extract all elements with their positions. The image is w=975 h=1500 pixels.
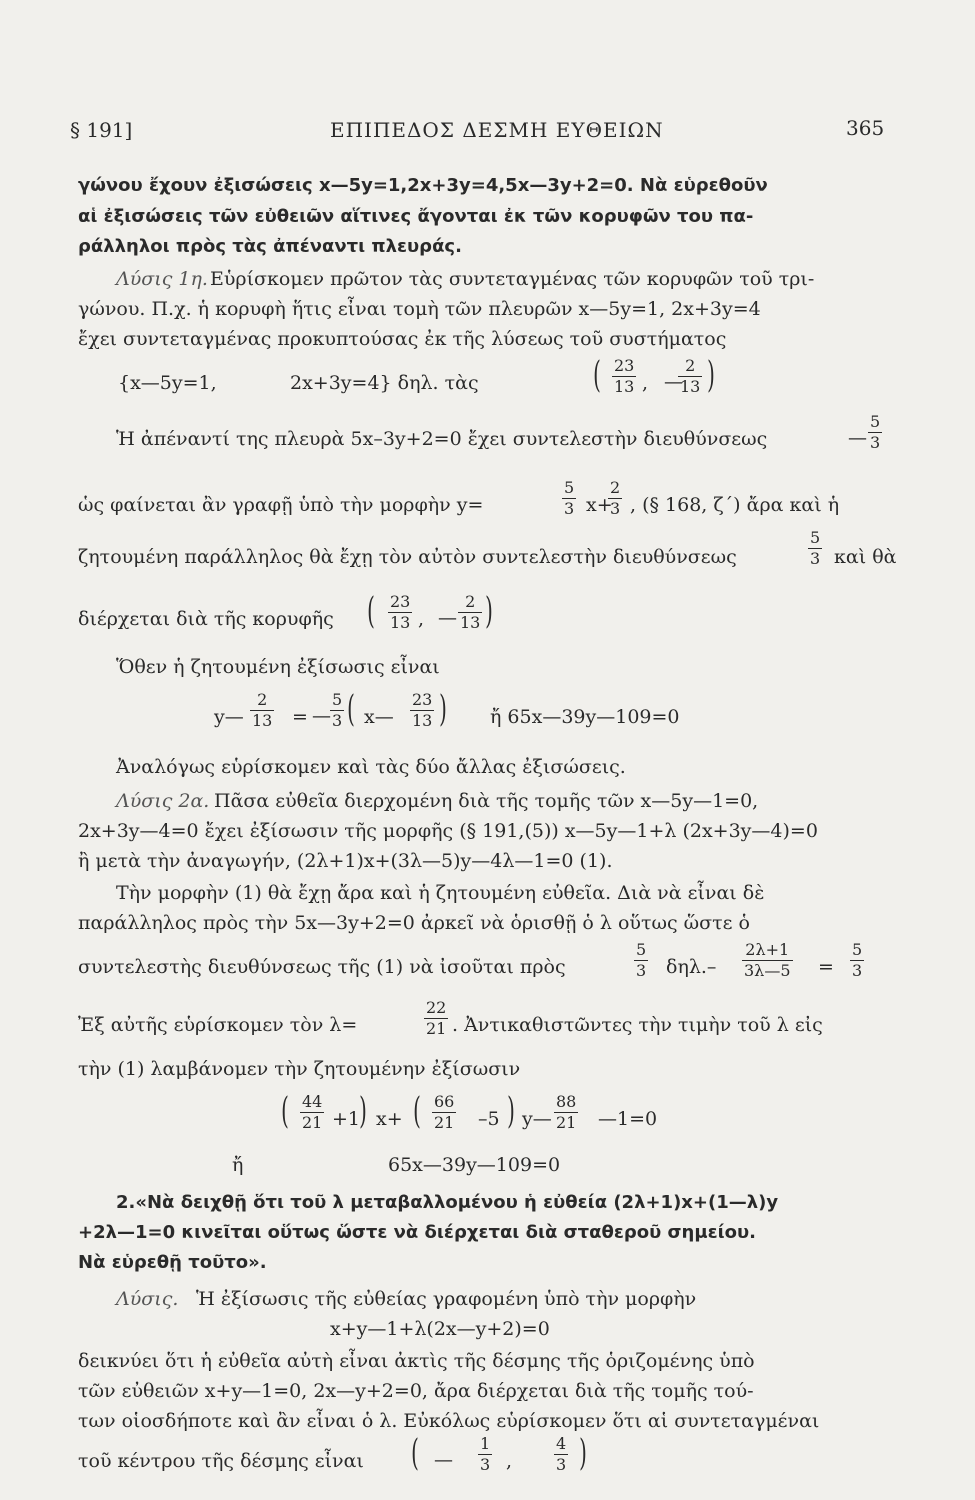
fraction: 44 21 bbox=[302, 1092, 323, 1132]
paren-open: ( bbox=[281, 1091, 289, 1132]
text-line: τὴν (1) λαμβάνομεν τὴν ζητουμένην ἐξίσωσιν bbox=[78, 1058, 521, 1080]
equation: x+ bbox=[376, 1108, 403, 1130]
fraction: 5 3 bbox=[332, 690, 343, 730]
text-line: Τὴν μορφὴν (1) θὰ ἔχῃ ἄρα καὶ ἡ ζητουμένη εὐθεῖα. Διὰ νὰ εἶναι δὲ bbox=[116, 882, 765, 904]
text-line: καὶ θὰ bbox=[834, 546, 897, 568]
text-line: Εὑρίσκομεν πρῶτον τὰς συντεταγμένας τῶν κορυφῶν τοῦ τρι- bbox=[210, 268, 815, 290]
solution-label: Λύσις 2α. bbox=[116, 790, 210, 812]
text-line: Νὰ εὑρεθῇ τοῦτο». bbox=[78, 1252, 267, 1273]
fraction: 2λ+1 3λ—5 bbox=[744, 940, 791, 980]
fraction: 22 21 bbox=[426, 998, 447, 1038]
system-eq: 2x+3y=4} δηλ. τὰς bbox=[290, 372, 479, 394]
text-line: . Ἀντικαθιστῶντες τὴν τιμὴν τοῦ λ εἰς bbox=[452, 1014, 823, 1036]
text-line: 2x+3y—4=0 ἔχει ἐξίσωσιν τῆς μορφῆς (§ 191,(5)) x—5y—1+λ (2x+3y—4)=0 bbox=[78, 820, 818, 842]
fraction: 2 13 bbox=[252, 690, 273, 730]
text-line: Πᾶσα εὐθεῖα διερχομένη διὰ τῆς τομῆς τῶν x—5y—1=0, bbox=[214, 790, 759, 812]
text-line: αἱ ἐξισώσεις τῶν εὐθειῶν αἵτινες ἄγονται ἐκ τῶν κορυφῶν του πα- bbox=[78, 206, 754, 227]
paren-close: ) bbox=[359, 1091, 367, 1132]
text-line: Ὅθεν ἡ ζητουμένη ἐξίσωσις εἶναι bbox=[116, 656, 440, 678]
paren-open: ( bbox=[593, 355, 601, 396]
text-line: δηλ.– bbox=[666, 956, 717, 978]
text-line: Ἀναλόγως εὑρίσκομεν καὶ τὰς δύο ἄλλας ἐξισώσεις. bbox=[116, 756, 626, 778]
paren-close: ) bbox=[707, 355, 715, 396]
text-line: ἔχει συντεταγμένας προκυπτούσας ἐκ τῆς λύσεως τοῦ συστήματος bbox=[78, 328, 727, 350]
text-line: = bbox=[818, 956, 834, 978]
comma: , bbox=[418, 608, 425, 630]
text-line: παράλληλος πρὸς τὴν 5x—3y+2=0 ἀρκεῖ νὰ ὁρισθῇ ὁ λ οὕτως ὥστε ὁ bbox=[78, 912, 750, 934]
text-line: δεικνύει ὅτι ἡ εὐθεῖα αὐτὴ εἶναι ἀκτὶς τῆς δέσμης τῆς ὁριζομένης ὑπὸ bbox=[78, 1350, 755, 1372]
fraction: 88 21 bbox=[556, 1092, 577, 1132]
text-line: 2.«Νὰ δειχθῇ ὅτι τοῦ λ μεταβαλλομένου ἡ εὐθεία (2λ+1)x+(1—λ)y bbox=[116, 1192, 779, 1213]
solution-label: Λύσις 1η. bbox=[116, 268, 208, 290]
fraction: 1 3 bbox=[480, 1434, 491, 1474]
paren-open: ( bbox=[411, 1433, 419, 1474]
equation: ἤ bbox=[232, 1154, 244, 1176]
minus-sign: — bbox=[848, 427, 867, 449]
fraction: 23 13 bbox=[412, 690, 433, 730]
paren-close: ) bbox=[579, 1433, 587, 1474]
text-line: των οἱοσδήποτε καὶ ἂν εἶναι ὁ λ. Εὐκόλως εὑρίσκομεν ὅτι αἱ συντεταγμέναι bbox=[78, 1410, 820, 1432]
text-line: συντελεστὴς διευθύνσεως τῆς (1) νὰ ἰσοῦται πρὸς bbox=[78, 956, 566, 978]
text-line: ράλληλοι πρὸς τὰς ἀπέναντι πλευράς. bbox=[78, 236, 462, 257]
text-line: Ἐξ αὐτῆς εὑρίσκομεν τὸν λ= bbox=[78, 1014, 358, 1036]
equation: –5 bbox=[478, 1108, 500, 1130]
text-line: τοῦ κέντρου τῆς δέσμης εἶναι bbox=[78, 1450, 364, 1472]
page-title: ΕΠΙΠΕΔΟΣ ΔΕΣΜΗ ΕΥΘΕΙΩΝ bbox=[330, 118, 664, 142]
equation: y— bbox=[214, 706, 244, 728]
fraction: 4 3 bbox=[556, 1434, 567, 1474]
equation: 65x—39y—109=0 bbox=[388, 1154, 561, 1176]
equation: —1=0 bbox=[598, 1108, 658, 1130]
equation: y— bbox=[522, 1108, 552, 1130]
minus-sign: — bbox=[664, 371, 683, 393]
equation: = bbox=[292, 706, 308, 728]
fraction: 5 3 bbox=[564, 478, 575, 518]
text-line: , (§ 168, ζ΄) ἄρα καὶ ἡ bbox=[630, 494, 840, 516]
text-line: ὡς φαίνεται ἂν γραφῇ ὑπὸ τὴν μορφὴν y= bbox=[78, 494, 484, 516]
equation: +1 bbox=[332, 1108, 361, 1130]
text-line: Ἡ ἐξίσωσις τῆς εὐθείας γραφομένη ὑπὸ τὴν μορφὴν bbox=[196, 1288, 697, 1310]
fraction: 2 13 bbox=[680, 356, 701, 396]
text-line: διέρχεται διὰ τῆς κορυφῆς bbox=[78, 608, 334, 630]
fraction: 5 3 bbox=[870, 412, 881, 452]
minus-sign: — bbox=[434, 1449, 453, 1471]
fraction: 5 3 bbox=[810, 528, 821, 568]
fraction: 66 21 bbox=[434, 1092, 455, 1132]
minus-sign: — bbox=[312, 705, 331, 727]
fraction: 5 3 bbox=[852, 940, 863, 980]
paren-close: ) bbox=[507, 1091, 515, 1132]
equation: x— bbox=[364, 706, 394, 728]
equation: x+y—1+λ(2x—y+2)=0 bbox=[330, 1318, 550, 1340]
text-line: ἢ μετὰ τὴν ἀναγωγήν, (2λ+1)x+(3λ—5)y—4λ—1=0 (1). bbox=[78, 850, 613, 872]
section-ref: § 191] bbox=[70, 118, 133, 142]
solution-label: Λύσις. bbox=[116, 1288, 179, 1310]
text-line: Ἡ ἀπέναντί της πλευρὰ 5x–3y+2=0 ἔχει συντελεστὴν διευθύνσεως bbox=[116, 428, 768, 450]
fraction: 2 3 bbox=[610, 478, 621, 518]
paren-open: ( bbox=[413, 1091, 421, 1132]
text-line: γώνου ἔχουν ἐξισώσεις x—5y=1,2x+3y=4,5x—3y+2=0. Νὰ εὑρεθοῦν bbox=[78, 175, 768, 196]
paren-open: ( bbox=[367, 591, 375, 632]
text-line: ζητουμένη παράλληλος θὰ ἔχῃ τὸν αὐτὸν συντελεστὴν διευθύνσεως bbox=[78, 546, 737, 568]
fraction: 23 13 bbox=[390, 592, 411, 632]
fraction: 23 13 bbox=[614, 356, 635, 396]
paren-close: ) bbox=[439, 689, 447, 730]
minus-sign: — bbox=[438, 607, 457, 629]
page-number: 365 bbox=[846, 116, 885, 140]
text-line: x+ bbox=[586, 494, 613, 516]
paren-close: ) bbox=[485, 591, 493, 632]
comma: , bbox=[506, 1450, 513, 1472]
text-line: +2λ—1=0 κινεῖται οὕτως ὥστε νὰ διέρχεται διὰ σταθεροῦ σημείου. bbox=[78, 1222, 757, 1243]
paren-open: ( bbox=[347, 689, 355, 730]
fraction: 5 3 bbox=[636, 940, 647, 980]
fraction: 2 13 bbox=[460, 592, 481, 632]
comma: , bbox=[642, 372, 649, 394]
text-line: γώνου. Π.χ. ἡ κορυφὴ ἥτις εἶναι τομὴ τῶν πλευρῶν x—5y=1, 2x+3y=4 bbox=[78, 298, 761, 320]
system-eq: {x—5y=1, bbox=[118, 372, 217, 394]
equation: ἤ 65x—39y—109=0 bbox=[490, 706, 680, 728]
text-line: τῶν εὐθειῶν x+y—1=0, 2x—y+2=0, ἄρα διέρχεται διὰ τῆς τομῆς τού- bbox=[78, 1380, 754, 1402]
